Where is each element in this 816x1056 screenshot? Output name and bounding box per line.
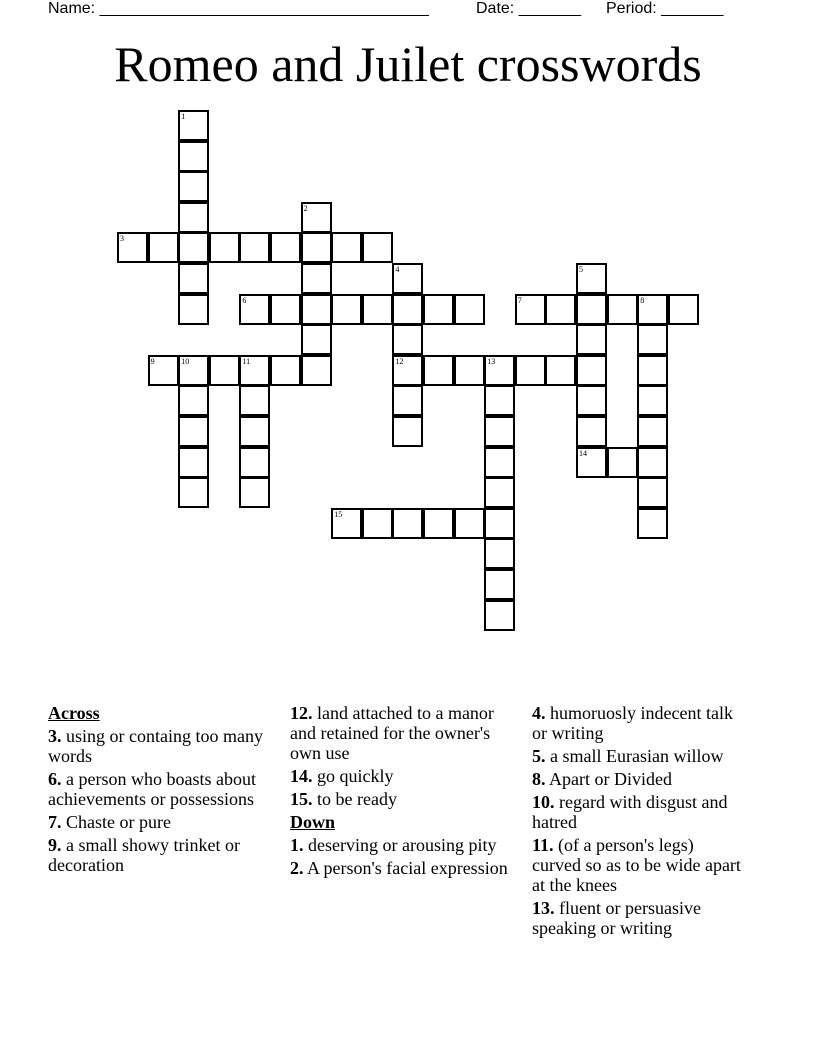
- crossword-cell[interactable]: [484, 477, 515, 508]
- clues-column-3: [532, 703, 742, 941]
- crossword-cell[interactable]: [239, 232, 270, 263]
- crossword-cell[interactable]: [239, 416, 270, 447]
- crossword-cell[interactable]: [484, 385, 515, 416]
- clue-number: 6: [242, 295, 247, 305]
- crossword-cell[interactable]: [423, 508, 454, 539]
- crossword-cell[interactable]: [178, 110, 209, 141]
- crossword-cell[interactable]: [454, 355, 485, 386]
- page-title: Romeo and Juilet crosswords: [114, 36, 702, 92]
- clue-across-9: 9. a small showy trinket or decoration: [48, 835, 240, 875]
- crossword-cell[interactable]: [637, 324, 668, 355]
- clue-across-3: 3. using or containg too many words: [48, 726, 263, 766]
- clue-across-6: 6. a person who boasts about achievements or possessions: [48, 769, 256, 809]
- crossword-cell[interactable]: [178, 294, 209, 325]
- crossword-cell[interactable]: [239, 294, 270, 325]
- crossword-cell[interactable]: [331, 232, 362, 263]
- clue-across-7: 7. Chaste or pure: [48, 812, 171, 832]
- clue-down-11: 11. (of a person's legs) curved so as to be wide apart at the knees: [532, 835, 741, 895]
- crossword-cell[interactable]: [515, 294, 546, 325]
- clue-number: 14: [579, 448, 587, 458]
- crossword-cell[interactable]: [209, 355, 240, 386]
- crossword-cell[interactable]: [484, 569, 515, 600]
- crossword-cell[interactable]: [637, 508, 668, 539]
- crossword-cell[interactable]: [209, 232, 240, 263]
- crossword-cell[interactable]: [301, 355, 332, 386]
- crossword-cell[interactable]: [484, 447, 515, 478]
- clues-column-1: [48, 703, 268, 878]
- clue-down-2: 2. A person's facial expression: [290, 858, 508, 878]
- crossword-cell[interactable]: [178, 416, 209, 447]
- crossword-cell[interactable]: [362, 294, 393, 325]
- crossword-cell[interactable]: [607, 294, 638, 325]
- crossword-cell[interactable]: [484, 538, 515, 569]
- crossword-cell[interactable]: [178, 263, 209, 294]
- crossword-cell[interactable]: [484, 508, 515, 539]
- crossword-cell[interactable]: [178, 355, 209, 386]
- crossword-cell[interactable]: [362, 232, 393, 263]
- crossword-cell[interactable]: [301, 294, 332, 325]
- crossword-cell[interactable]: [637, 385, 668, 416]
- clue-number: 9: [150, 356, 155, 366]
- clue-number: 15: [334, 509, 343, 519]
- crossword-cell[interactable]: [362, 508, 393, 539]
- crossword-cell[interactable]: [392, 416, 423, 447]
- crossword-cell[interactable]: [576, 263, 607, 294]
- crossword-cell[interactable]: [668, 294, 699, 325]
- crossword-cell[interactable]: [178, 385, 209, 416]
- clue-number: 12: [395, 356, 404, 366]
- clue-down-13: 13. fluent or persuasive speaking or writing: [532, 898, 701, 938]
- crossword-cell[interactable]: [637, 294, 668, 325]
- crossword-cell[interactable]: [239, 355, 270, 386]
- crossword-cell[interactable]: [239, 477, 270, 508]
- crossword-cell[interactable]: [637, 416, 668, 447]
- crossword-cell[interactable]: [423, 294, 454, 325]
- crossword-cell[interactable]: [239, 385, 270, 416]
- crossword-cell[interactable]: [178, 447, 209, 478]
- crossword-cell[interactable]: [484, 600, 515, 631]
- crossword-cell[interactable]: [331, 294, 362, 325]
- clue-down-10: 10. regard with disgust and hatred: [532, 792, 728, 832]
- crossword-cell[interactable]: [545, 355, 576, 386]
- clue-number: 3: [120, 234, 124, 244]
- crossword-cell[interactable]: [301, 232, 332, 263]
- crossword-cell[interactable]: [148, 355, 179, 386]
- crossword-cell[interactable]: [270, 294, 301, 325]
- clue-number: 8: [640, 295, 645, 305]
- crossword-cell[interactable]: [239, 447, 270, 478]
- crossword-cell[interactable]: [576, 355, 607, 386]
- crossword-cell[interactable]: [301, 263, 332, 294]
- crossword-cell[interactable]: [637, 355, 668, 386]
- clue-down-8: 8. Apart or Divided: [532, 769, 672, 789]
- crossword-cell[interactable]: [545, 294, 576, 325]
- clue-number: 2: [303, 203, 308, 213]
- crossword-cell[interactable]: [178, 202, 209, 233]
- clue-number: 4: [395, 265, 400, 274]
- crossword-cell[interactable]: [270, 355, 301, 386]
- crossword-cell[interactable]: [392, 294, 423, 325]
- clue-down-4: 4. humoruosly indecent talk or writing: [532, 703, 733, 743]
- clue-number: 10: [181, 356, 190, 366]
- crossword-cell[interactable]: [392, 508, 423, 539]
- crossword-cell[interactable]: [392, 355, 423, 386]
- clue-number: 7: [517, 295, 522, 305]
- crossword-cell[interactable]: [515, 355, 546, 386]
- crossword-cell[interactable]: [331, 508, 362, 539]
- crossword-cell[interactable]: [392, 324, 423, 355]
- clue-down-5: 5. a small Eurasian willow: [532, 746, 724, 766]
- crossword-cell[interactable]: [178, 477, 209, 508]
- clue-across-14: 14. go quickly: [290, 766, 394, 786]
- crossword-cell[interactable]: [607, 447, 638, 478]
- crossword-cell[interactable]: [301, 324, 332, 355]
- crossword-cell[interactable]: [117, 232, 148, 263]
- clue-across-12: 12. land attached to a manor and retained for the owner's own use: [290, 703, 494, 763]
- clue-across-15: 15. to be ready: [290, 789, 397, 809]
- crossword-cell[interactable]: [178, 232, 209, 263]
- crossword-cell[interactable]: [270, 232, 301, 263]
- date-field-label[interactable]: Date: _______: [476, 0, 581, 17]
- clue-number: 5: [579, 265, 583, 274]
- crossword-cell[interactable]: [178, 171, 209, 202]
- crossword-cell[interactable]: [454, 294, 485, 325]
- clue-down-1: 1. deserving or arousing pity: [290, 835, 497, 855]
- clue-number: 1: [181, 112, 186, 121]
- crossword-cell[interactable]: [148, 232, 179, 263]
- crossword-cell[interactable]: [301, 202, 332, 233]
- crossword-cell[interactable]: [637, 477, 668, 508]
- crossword-cell[interactable]: [454, 508, 485, 539]
- crossword-cell[interactable]: [392, 385, 423, 416]
- crossword-cell[interactable]: [484, 355, 515, 386]
- crossword-cell[interactable]: [392, 263, 423, 294]
- clues-column-2: [290, 703, 520, 881]
- crossword-cell[interactable]: [637, 447, 668, 478]
- period-field-label[interactable]: Period: _______: [606, 0, 724, 17]
- down-heading: Down: [290, 812, 336, 832]
- name-field-label[interactable]: Name: _____________________________________: [48, 0, 429, 17]
- crossword-cell[interactable]: [576, 385, 607, 416]
- crossword-cell[interactable]: [576, 416, 607, 447]
- clue-number: 13: [487, 356, 496, 366]
- crossword-cell[interactable]: [576, 447, 607, 478]
- crossword-cell[interactable]: [484, 416, 515, 447]
- clue-number: 11: [242, 356, 251, 366]
- crossword-cell[interactable]: [576, 324, 607, 355]
- crossword-cell[interactable]: [576, 294, 607, 325]
- crossword-cell[interactable]: [423, 355, 454, 386]
- crossword-cell[interactable]: [178, 141, 209, 172]
- across-heading: Across: [48, 703, 100, 723]
